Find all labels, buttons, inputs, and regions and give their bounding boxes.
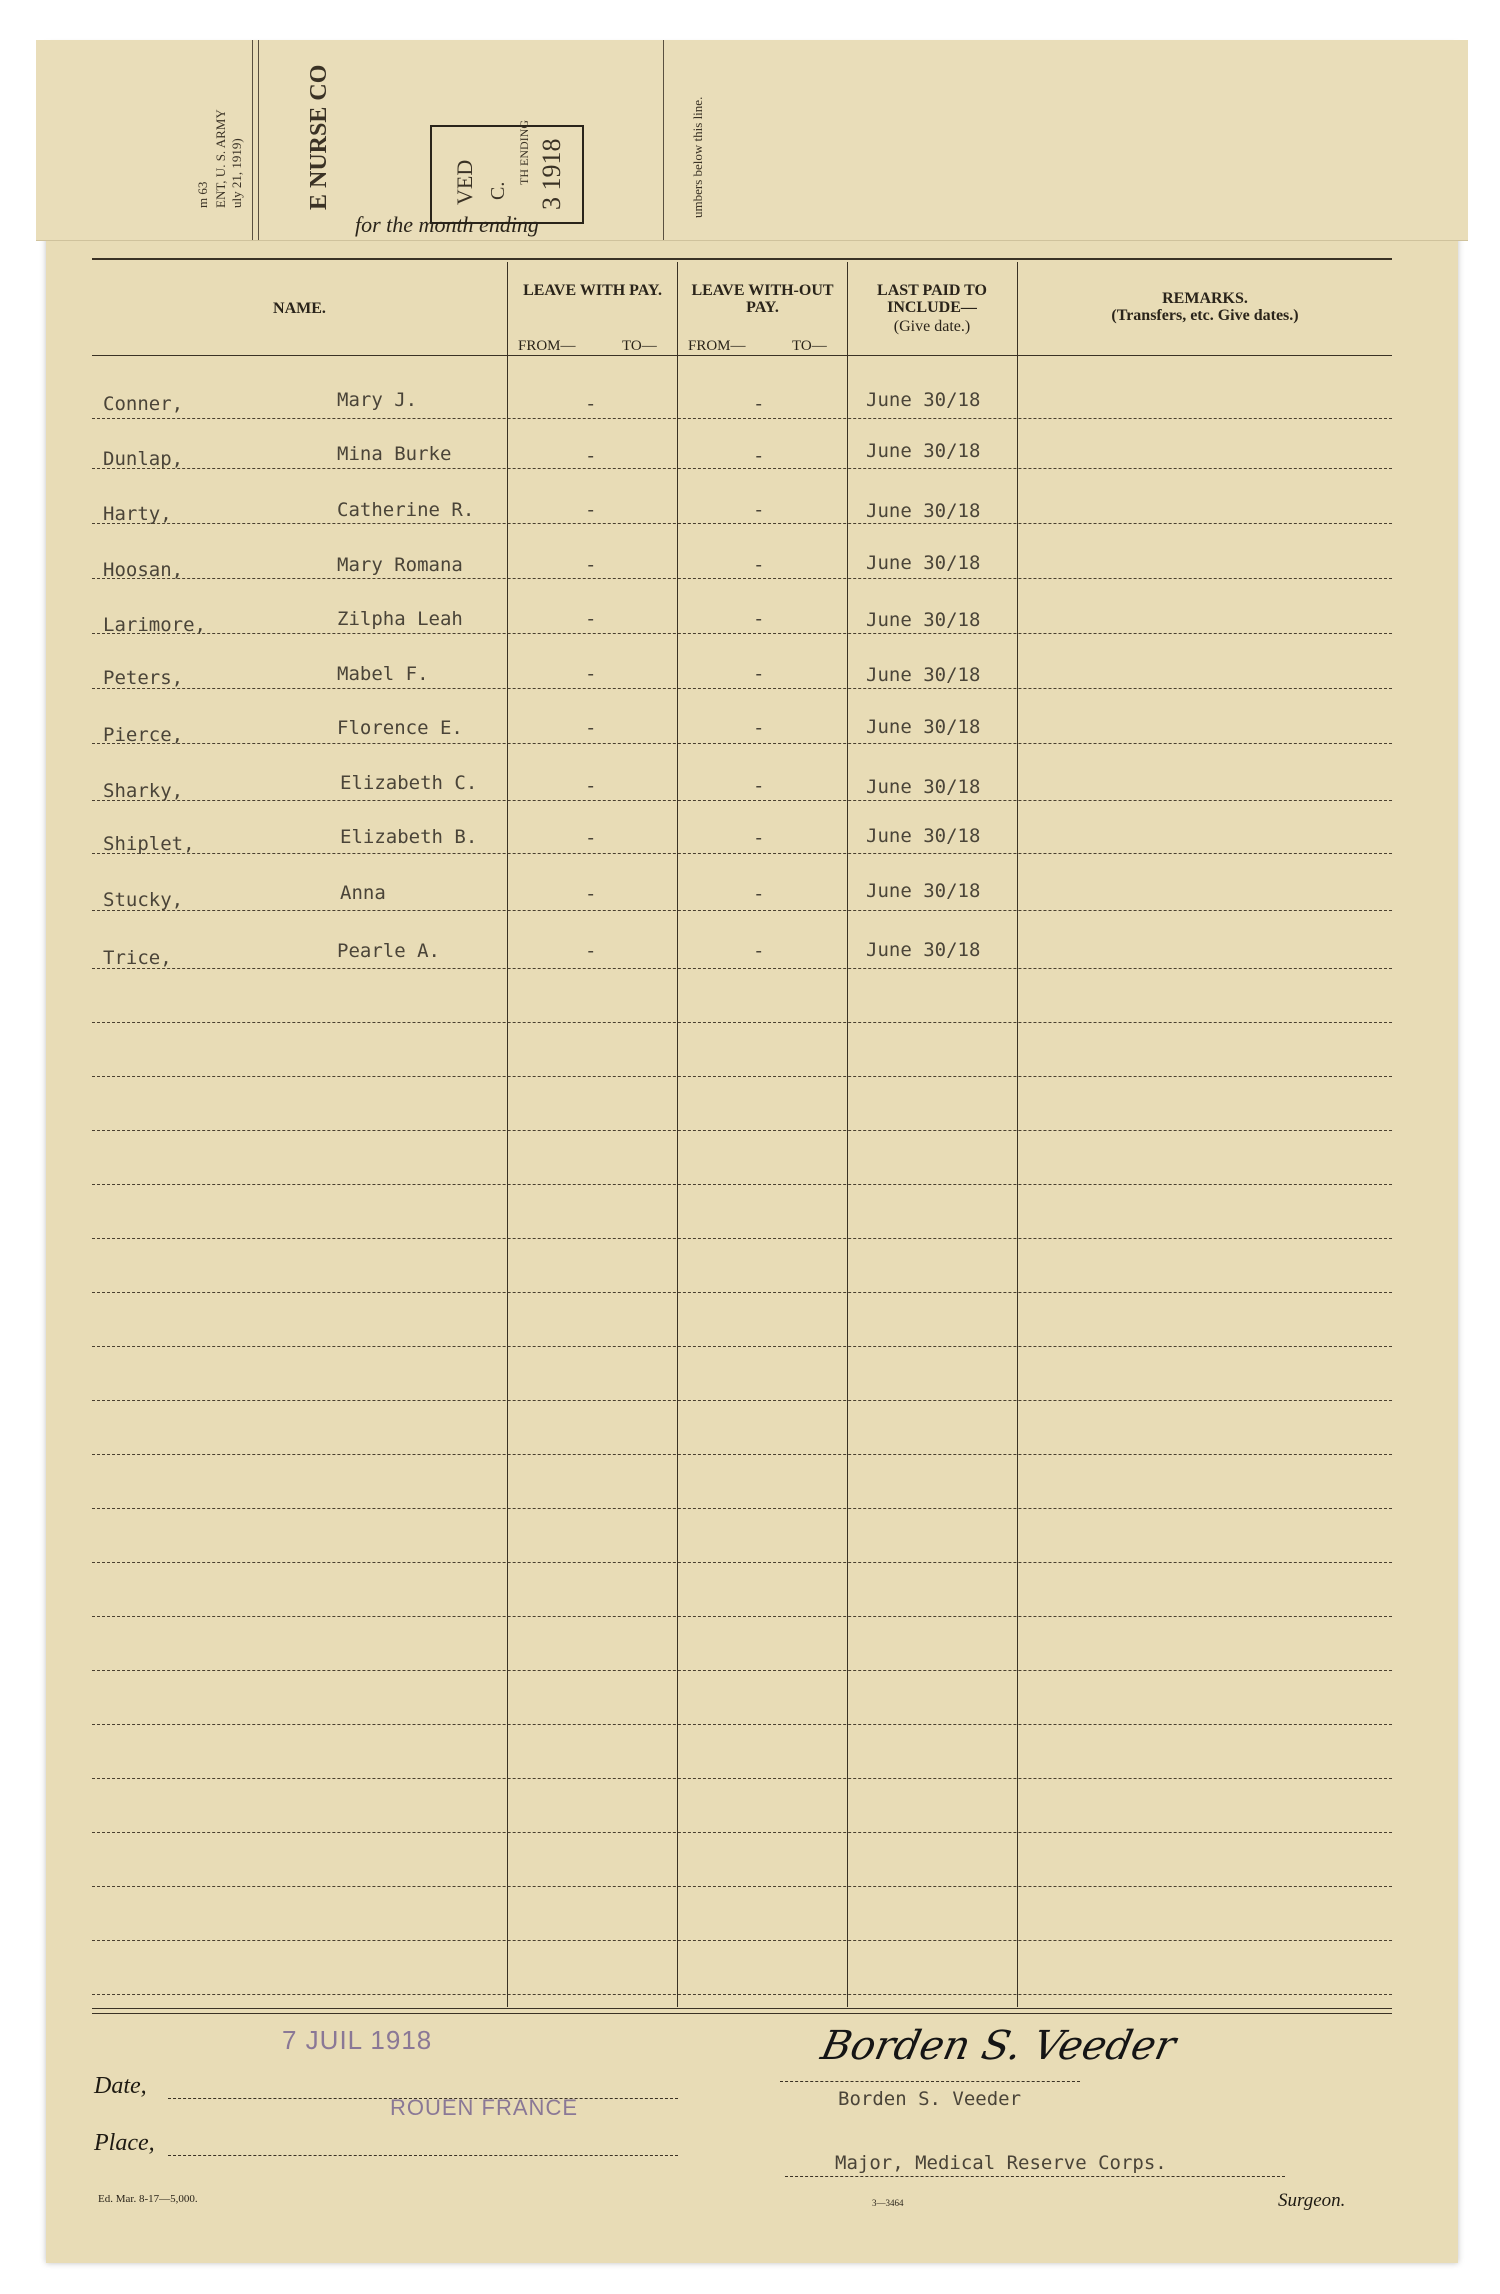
month-ending-fragment: for the month ending [355,212,539,237]
surname: Harty, [103,503,172,525]
row-rule [92,1562,1392,1563]
last-paid-date: June 30/18 [866,880,981,902]
leave-with-pay: - [585,608,597,630]
row-rule [92,1724,1392,1725]
army-fragment: ENT, U. S. ARMY [213,109,228,208]
last-paid-date: June 30/18 [866,776,981,798]
date-label: Date, [94,2073,147,2099]
leave-with-pay: - [585,883,597,905]
row-rule [92,1886,1392,1887]
row-rule [92,1508,1392,1509]
signature: Borden S. Veeder [817,2023,1180,2069]
row-rule [92,1346,1392,1347]
leave-with-pay: - [585,717,597,739]
row-rule [92,1994,1392,1995]
header-leave-without-pay: LEAVE WITH-OUT PAY. [691,282,834,316]
header-from: FROM— [688,338,746,354]
given-name: Elizabeth C. [340,772,478,794]
last-paid-date: June 30/18 [866,716,981,738]
given-name: Catherine R. [337,499,475,521]
leave-with-pay: - [585,827,597,849]
row-rule [92,1292,1392,1293]
place-line [168,2155,678,2156]
row-rule [92,1184,1392,1185]
header-to: TO— [622,338,657,354]
place-stamp: ROUEN FRANCE [390,2095,579,2120]
row-rule [92,800,1392,801]
leave-with-pay: - [585,393,597,415]
row-rule [92,1076,1392,1077]
header-to: TO— [792,338,827,354]
row-rule [92,1670,1392,1671]
table-top-rule [92,258,1392,260]
row-rule [92,1940,1392,1941]
stamp-text-2: C. [487,181,509,200]
row-rule [92,1778,1392,1779]
title-fragment: E NURSE CO [306,64,332,210]
leave-without-pay: - [753,499,765,521]
typed-signatory: Borden S. Veeder [838,2088,1022,2110]
row-rule [92,418,1392,419]
leave-without-pay: - [753,445,765,467]
leave-without-pay: - [753,608,765,630]
given-name: Florence E. [337,717,463,739]
row-rule [92,1454,1392,1455]
leave-without-pay: - [753,883,765,905]
row-rule [92,1022,1392,1023]
leave-with-pay: - [585,775,597,797]
surname: Dunlap, [103,448,184,470]
last-paid-date: June 30/18 [866,552,981,574]
leave-with-pay: - [585,940,597,962]
given-name: Mary J. [337,389,418,411]
row-rule [92,468,1392,469]
row-rule [92,910,1392,911]
row-rule [92,1832,1392,1833]
row-rule [92,1616,1392,1617]
given-name: Elizabeth B. [340,826,478,848]
row-rule [92,853,1392,854]
place-label: Place, [94,2130,155,2156]
stamp-text-1: VED [452,159,477,205]
header-name: NAME. [273,300,326,317]
given-name: Mabel F. [337,663,429,685]
given-name: Mina Burke [337,443,452,465]
stamp-text-4: 3 1918 [537,138,566,210]
row-rule [92,1238,1392,1239]
header-remarks: REMARKS. [1162,290,1248,307]
last-paid-date: June 30/18 [866,609,981,631]
row-rule [92,578,1392,579]
last-paid-date: June 30/18 [866,825,981,847]
flap-divider [252,40,253,240]
surgeon-label: Surgeon. [1278,2190,1346,2211]
given-name: Anna [340,882,386,904]
flap-divider [258,40,259,240]
rank-underline [785,2176,1285,2177]
signature-line [780,2081,1080,2082]
leave-without-pay: - [753,717,765,739]
edition-note: Ed. Mar. 8-17—5,000. [98,2193,198,2205]
last-paid-date: June 30/18 [866,440,981,462]
stamp-text-3: TH ENDING [517,120,531,185]
surname: Larimore, [103,614,206,636]
surname: Pierce, [103,724,184,746]
table-bottom-rule [92,2013,1392,2014]
surname: Stucky, [103,889,184,911]
rank-line: Major, Medical Reserve Corps. [835,2152,1167,2174]
row-rule [92,633,1392,634]
leave-with-pay: - [585,499,597,521]
row-rule [92,1130,1392,1131]
leave-without-pay: - [753,940,765,962]
surname: Shiplet, [103,833,195,855]
date-stamp: 7 JUIL 1918 [282,2025,433,2055]
table-bottom-rule [92,2008,1392,2009]
leave-without-pay: - [753,554,765,576]
flap-divider [663,40,664,240]
surname: Trice, [103,947,172,969]
leave-without-pay: - [753,827,765,849]
row-rule [92,688,1392,689]
folded-flap [36,40,1468,241]
form-number-fragment: m 63 [195,181,210,208]
header-bottom-rule [92,355,1392,356]
surname: Conner, [103,393,184,415]
date-fragment: uly 21, 1919) [229,138,244,208]
row-rule [92,743,1392,744]
leave-without-pay: - [753,393,765,415]
last-paid-date: June 30/18 [866,389,981,411]
below-line-note: umbers below this line. [690,96,705,218]
form-code: 3—3464 [872,2198,904,2208]
header-last-paid: LAST PAID TO INCLUDE— [877,282,987,316]
leave-without-pay: - [753,663,765,685]
header-remarks-sub: (Transfers, etc. Give dates.) [1111,307,1299,324]
given-name: Mary Romana [337,554,463,576]
document-sheet [46,45,1458,2263]
surname: Sharky, [103,780,184,802]
row-rule [92,523,1392,524]
row-rule [92,1400,1392,1401]
header-last-paid-sub: (Give date.) [893,318,971,335]
leave-with-pay: - [585,663,597,685]
last-paid-date: June 30/18 [866,664,981,686]
leave-without-pay: - [753,775,765,797]
last-paid-date: June 30/18 [866,939,981,961]
leave-with-pay: - [585,445,597,467]
header-leave-with-pay: LEAVE WITH PAY. [523,282,662,299]
given-name: Pearle A. [337,940,440,962]
leave-with-pay: - [585,554,597,576]
row-rule [92,968,1392,969]
last-paid-date: June 30/18 [866,500,981,522]
given-name: Zilpha Leah [337,608,463,630]
header-from: FROM— [518,338,576,354]
surname: Hoosan, [103,559,184,581]
surname: Peters, [103,667,184,689]
